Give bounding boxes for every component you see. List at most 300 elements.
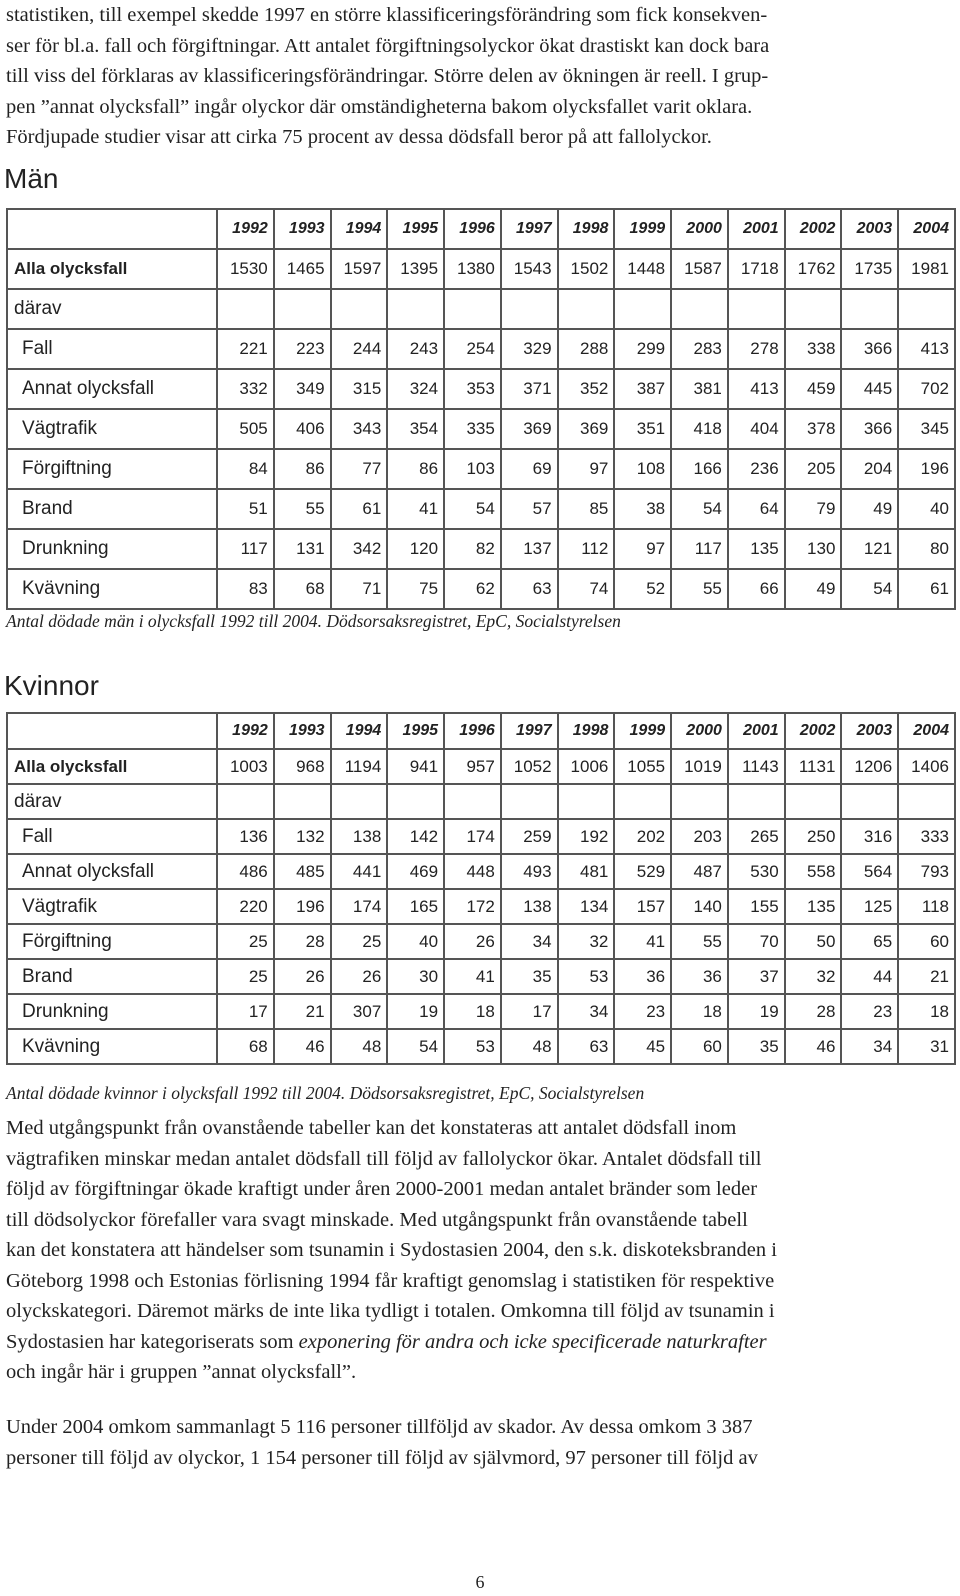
value-cell: 23 bbox=[614, 994, 671, 1029]
year-header: 2001 bbox=[728, 713, 785, 749]
header-label-cell bbox=[7, 713, 217, 749]
empty-cell bbox=[217, 784, 274, 819]
value-cell: 172 bbox=[444, 889, 501, 924]
value-cell: 220 bbox=[217, 889, 274, 924]
value-cell: 406 bbox=[274, 409, 331, 449]
table-row bbox=[7, 889, 955, 924]
value-cell: 155 bbox=[728, 889, 785, 924]
value-cell: 53 bbox=[444, 1029, 501, 1064]
value-cell: 354 bbox=[387, 409, 444, 449]
value-cell: 26 bbox=[444, 924, 501, 959]
year-header: 1994 bbox=[331, 713, 388, 749]
year-header: 2000 bbox=[671, 209, 728, 249]
value-cell: 316 bbox=[841, 819, 898, 854]
value-cell: 529 bbox=[614, 854, 671, 889]
total-row bbox=[7, 749, 955, 784]
value-cell: 103 bbox=[444, 449, 501, 489]
value-cell: 196 bbox=[274, 889, 331, 924]
conclusion-line: och ingår här i gruppen ”annat olycksfall”. bbox=[6, 1361, 357, 1383]
table-row bbox=[7, 329, 955, 369]
value-cell: 203 bbox=[671, 819, 728, 854]
value-cell: 17 bbox=[501, 994, 558, 1029]
value-cell: 413 bbox=[728, 369, 785, 409]
empty-cell bbox=[501, 289, 558, 329]
value-cell: 120 bbox=[387, 529, 444, 569]
value-cell: 157 bbox=[614, 889, 671, 924]
empty-cell bbox=[331, 784, 388, 819]
value-cell: 469 bbox=[387, 854, 444, 889]
empty-cell bbox=[841, 289, 898, 329]
year-header: 1998 bbox=[558, 209, 615, 249]
value-cell: 18 bbox=[444, 994, 501, 1029]
value-cell: 1380 bbox=[444, 249, 501, 289]
value-cell: 46 bbox=[785, 1029, 842, 1064]
value-cell: 299 bbox=[614, 329, 671, 369]
value-cell: 236 bbox=[728, 449, 785, 489]
value-cell: 48 bbox=[331, 1029, 388, 1064]
value-cell: 18 bbox=[898, 994, 955, 1029]
table-row bbox=[7, 994, 955, 1029]
value-cell: 25 bbox=[217, 924, 274, 959]
value-cell: 204 bbox=[841, 449, 898, 489]
value-cell: 54 bbox=[671, 489, 728, 529]
empty-cell bbox=[331, 289, 388, 329]
conclusion-line: följd av förgiftningar ökade kraftigt under åren 2000-2001 medan antalet bränder som leder bbox=[6, 1178, 758, 1200]
empty-cell bbox=[671, 289, 728, 329]
value-cell: 34 bbox=[841, 1029, 898, 1064]
value-cell: 1448 bbox=[614, 249, 671, 289]
empty-cell bbox=[898, 289, 955, 329]
year-header: 1997 bbox=[501, 209, 558, 249]
value-cell: 30 bbox=[387, 959, 444, 994]
row-label: Brand bbox=[7, 489, 217, 529]
value-cell: 53 bbox=[558, 959, 615, 994]
year-header: 1997 bbox=[501, 713, 558, 749]
value-cell: 54 bbox=[444, 489, 501, 529]
value-cell: 52 bbox=[614, 569, 671, 609]
value-cell: 117 bbox=[671, 529, 728, 569]
value-cell: 97 bbox=[558, 449, 615, 489]
value-cell: 64 bbox=[728, 489, 785, 529]
value-cell: 49 bbox=[785, 569, 842, 609]
value-cell: 18 bbox=[671, 994, 728, 1029]
value-cell: 49 bbox=[841, 489, 898, 529]
value-cell: 174 bbox=[444, 819, 501, 854]
value-cell: 140 bbox=[671, 889, 728, 924]
table-row bbox=[7, 569, 955, 609]
table-row bbox=[7, 369, 955, 409]
value-cell: 34 bbox=[501, 924, 558, 959]
value-cell: 62 bbox=[444, 569, 501, 609]
value-cell: 34 bbox=[558, 994, 615, 1029]
value-cell: 86 bbox=[387, 449, 444, 489]
value-cell: 448 bbox=[444, 854, 501, 889]
value-cell: 138 bbox=[331, 819, 388, 854]
value-cell: 26 bbox=[331, 959, 388, 994]
value-cell: 324 bbox=[387, 369, 444, 409]
value-cell: 165 bbox=[387, 889, 444, 924]
conclusion-line: kan det konstatera att händelser som tsunamin i Sydostasien 2004, den s.k. diskoteksbranden i bbox=[6, 1239, 777, 1261]
value-cell: 288 bbox=[558, 329, 615, 369]
year-header: 2002 bbox=[785, 713, 842, 749]
value-cell: 41 bbox=[614, 924, 671, 959]
value-cell: 335 bbox=[444, 409, 501, 449]
value-cell: 968 bbox=[274, 749, 331, 784]
page-number: 6 bbox=[475, 1572, 485, 1592]
value-cell: 21 bbox=[274, 994, 331, 1029]
year-header: 1998 bbox=[558, 713, 615, 749]
table-row bbox=[7, 959, 955, 994]
value-cell: 40 bbox=[387, 924, 444, 959]
empty-cell bbox=[728, 784, 785, 819]
conclusion-line bbox=[6, 1327, 954, 1358]
value-cell: 32 bbox=[558, 924, 615, 959]
row-label: Kvävning bbox=[7, 1029, 217, 1064]
row-label: Vägtrafik bbox=[7, 409, 217, 449]
value-cell: 351 bbox=[614, 409, 671, 449]
value-cell: 1597 bbox=[331, 249, 388, 289]
conclusion-line: Med utgångspunkt från ovanstående tabeller kan det konstateras att antalet dödsfall inom bbox=[6, 1117, 737, 1139]
darav-label: därav bbox=[7, 289, 217, 329]
table-row bbox=[7, 854, 955, 889]
value-cell: 1006 bbox=[558, 749, 615, 784]
value-cell: 75 bbox=[387, 569, 444, 609]
value-cell: 70 bbox=[728, 924, 785, 959]
value-cell: 66 bbox=[728, 569, 785, 609]
value-cell: 97 bbox=[614, 529, 671, 569]
year-header: 2003 bbox=[841, 713, 898, 749]
value-cell: 441 bbox=[331, 854, 388, 889]
value-cell: 1762 bbox=[785, 249, 842, 289]
men-table bbox=[6, 208, 956, 610]
value-cell: 404 bbox=[728, 409, 785, 449]
empty-cell bbox=[274, 784, 331, 819]
value-cell: 1718 bbox=[728, 249, 785, 289]
year-header: 1995 bbox=[387, 209, 444, 249]
value-cell: 307 bbox=[331, 994, 388, 1029]
value-cell: 957 bbox=[444, 749, 501, 784]
value-cell: 481 bbox=[558, 854, 615, 889]
value-cell: 32 bbox=[785, 959, 842, 994]
value-cell: 28 bbox=[785, 994, 842, 1029]
conclusion-line: Göteborg 1998 och Estonias förlisning 1994 får kraftigt genomslag i statistiken för respektive bbox=[6, 1269, 775, 1292]
value-cell: 69 bbox=[501, 449, 558, 489]
year-header: 1993 bbox=[274, 209, 331, 249]
value-cell: 44 bbox=[841, 959, 898, 994]
value-cell: 1194 bbox=[331, 749, 388, 784]
year-header: 2000 bbox=[671, 713, 728, 749]
value-cell: 338 bbox=[785, 329, 842, 369]
conclusion-line-prefix: Sydostasien har kategoriserats som bbox=[6, 1330, 299, 1353]
men-section-title: Män bbox=[4, 163, 59, 194]
conclusion-paragraph bbox=[6, 1113, 954, 1388]
value-cell: 941 bbox=[387, 749, 444, 784]
value-cell: 349 bbox=[274, 369, 331, 409]
value-cell: 36 bbox=[614, 959, 671, 994]
value-cell: 134 bbox=[558, 889, 615, 924]
value-cell: 505 bbox=[217, 409, 274, 449]
value-cell: 40 bbox=[898, 489, 955, 529]
value-cell: 243 bbox=[387, 329, 444, 369]
empty-cell bbox=[274, 289, 331, 329]
value-cell: 259 bbox=[501, 819, 558, 854]
intro-line: statistiken, till exempel skedde 1997 en större klassificeringsförändring som fick konsekven- bbox=[6, 4, 768, 26]
women-section-title: Kvinnor bbox=[4, 670, 99, 701]
value-cell: 369 bbox=[558, 409, 615, 449]
value-cell: 1735 bbox=[841, 249, 898, 289]
value-cell: 459 bbox=[785, 369, 842, 409]
value-cell: 68 bbox=[217, 1029, 274, 1064]
year-header: 1992 bbox=[217, 209, 274, 249]
total-row bbox=[7, 249, 955, 289]
value-cell: 196 bbox=[898, 449, 955, 489]
value-cell: 1003 bbox=[217, 749, 274, 784]
year-header: 2002 bbox=[785, 209, 842, 249]
year-header: 1995 bbox=[387, 713, 444, 749]
value-cell: 35 bbox=[728, 1029, 785, 1064]
value-cell: 1052 bbox=[501, 749, 558, 784]
empty-cell bbox=[558, 289, 615, 329]
value-cell: 19 bbox=[387, 994, 444, 1029]
value-cell: 793 bbox=[898, 854, 955, 889]
value-cell: 55 bbox=[671, 924, 728, 959]
value-cell: 125 bbox=[841, 889, 898, 924]
year-header: 2004 bbox=[898, 209, 955, 249]
value-cell: 63 bbox=[558, 1029, 615, 1064]
value-cell: 31 bbox=[898, 1029, 955, 1064]
value-cell: 41 bbox=[387, 489, 444, 529]
value-cell: 108 bbox=[614, 449, 671, 489]
row-label: Fall bbox=[7, 329, 217, 369]
value-cell: 223 bbox=[274, 329, 331, 369]
row-label: Annat olycksfall bbox=[7, 369, 217, 409]
intro-line: till viss del förklaras av klassificeringsförändringar. Större delen av ökningen är reell. I grup- bbox=[6, 65, 769, 87]
intro-line: ser för bl.a. fall och förgiftningar. Att antalet förgiftningsolyckor ökat drastiskt kan dock bara bbox=[6, 34, 770, 57]
women-table bbox=[6, 712, 956, 1065]
value-cell: 85 bbox=[558, 489, 615, 529]
value-cell: 28 bbox=[274, 924, 331, 959]
year-header: 1996 bbox=[444, 209, 501, 249]
darav-row bbox=[7, 784, 955, 819]
women-table-caption: Antal dödade kvinnor i olycksfall 1992 till 2004. Dödsorsaksregistret, EpC, Socialstyrelsen bbox=[6, 1083, 645, 1103]
value-cell: 558 bbox=[785, 854, 842, 889]
empty-cell bbox=[444, 784, 501, 819]
value-cell: 418 bbox=[671, 409, 728, 449]
empty-cell bbox=[387, 289, 444, 329]
empty-cell bbox=[728, 289, 785, 329]
value-cell: 1406 bbox=[898, 749, 955, 784]
year-header: 1992 bbox=[217, 713, 274, 749]
value-cell: 55 bbox=[671, 569, 728, 609]
value-cell: 1206 bbox=[841, 749, 898, 784]
row-label: Kvävning bbox=[7, 569, 217, 609]
value-cell: 332 bbox=[217, 369, 274, 409]
value-cell: 137 bbox=[501, 529, 558, 569]
value-cell: 702 bbox=[898, 369, 955, 409]
empty-cell bbox=[898, 784, 955, 819]
value-cell: 1465 bbox=[274, 249, 331, 289]
row-label: Förgiftning bbox=[7, 924, 217, 959]
value-cell: 83 bbox=[217, 569, 274, 609]
empty-cell bbox=[217, 289, 274, 329]
value-cell: 80 bbox=[898, 529, 955, 569]
year-header: 2001 bbox=[728, 209, 785, 249]
value-cell: 77 bbox=[331, 449, 388, 489]
row-label: Alla olycksfall bbox=[7, 249, 217, 289]
value-cell: 205 bbox=[785, 449, 842, 489]
value-cell: 26 bbox=[274, 959, 331, 994]
value-cell: 45 bbox=[614, 1029, 671, 1064]
value-cell: 244 bbox=[331, 329, 388, 369]
table-row bbox=[7, 924, 955, 959]
value-cell: 1587 bbox=[671, 249, 728, 289]
table-row bbox=[7, 819, 955, 854]
closing-line: personer till följd av olyckor, 1 154 personer till följd av självmord, 97 personer till följd av bbox=[6, 1446, 758, 1469]
value-cell: 333 bbox=[898, 819, 955, 854]
row-label: Förgiftning bbox=[7, 449, 217, 489]
value-cell: 25 bbox=[217, 959, 274, 994]
row-label: Annat olycksfall bbox=[7, 854, 217, 889]
value-cell: 485 bbox=[274, 854, 331, 889]
value-cell: 61 bbox=[331, 489, 388, 529]
table-row bbox=[7, 449, 955, 489]
value-cell: 413 bbox=[898, 329, 955, 369]
value-cell: 278 bbox=[728, 329, 785, 369]
value-cell: 118 bbox=[898, 889, 955, 924]
intro-line: pen ”annat olycksfall” ingår olyckor där omständigheterna bakom olycksfallet varit oklara. bbox=[6, 95, 753, 118]
value-cell: 366 bbox=[841, 329, 898, 369]
value-cell: 79 bbox=[785, 489, 842, 529]
value-cell: 61 bbox=[898, 569, 955, 609]
row-label: Fall bbox=[7, 819, 217, 854]
table-header-row bbox=[7, 209, 955, 249]
value-cell: 1143 bbox=[728, 749, 785, 784]
year-header: 2004 bbox=[898, 713, 955, 749]
value-cell: 345 bbox=[898, 409, 955, 449]
value-cell: 54 bbox=[841, 569, 898, 609]
row-label: Drunkning bbox=[7, 994, 217, 1029]
table-row bbox=[7, 489, 955, 529]
value-cell: 174 bbox=[331, 889, 388, 924]
conclusion-line: vägtrafiken minskar medan antalet dödsfall till följd av fallolyckor ökar. Antalet dödsfall till bbox=[6, 1147, 762, 1170]
empty-cell bbox=[671, 784, 728, 819]
value-cell: 57 bbox=[501, 489, 558, 529]
value-cell: 54 bbox=[387, 1029, 444, 1064]
year-header: 1999 bbox=[614, 713, 671, 749]
value-cell: 86 bbox=[274, 449, 331, 489]
closing-line: Under 2004 omkom sammanlagt 5 116 personer tillföljd av skador. Av dessa omkom 3 387 bbox=[6, 1416, 753, 1438]
row-label: Drunkning bbox=[7, 529, 217, 569]
value-cell: 387 bbox=[614, 369, 671, 409]
value-cell: 35 bbox=[501, 959, 558, 994]
value-cell: 50 bbox=[785, 924, 842, 959]
intro-paragraph bbox=[6, 0, 954, 153]
value-cell: 381 bbox=[671, 369, 728, 409]
value-cell: 21 bbox=[898, 959, 955, 994]
value-cell: 353 bbox=[444, 369, 501, 409]
value-cell: 369 bbox=[501, 409, 558, 449]
value-cell: 142 bbox=[387, 819, 444, 854]
value-cell: 131 bbox=[274, 529, 331, 569]
value-cell: 138 bbox=[501, 889, 558, 924]
value-cell: 130 bbox=[785, 529, 842, 569]
value-cell: 1530 bbox=[217, 249, 274, 289]
value-cell: 136 bbox=[217, 819, 274, 854]
value-cell: 283 bbox=[671, 329, 728, 369]
value-cell: 343 bbox=[331, 409, 388, 449]
row-label: Alla olycksfall bbox=[7, 749, 217, 784]
empty-cell bbox=[614, 289, 671, 329]
year-header: 1994 bbox=[331, 209, 388, 249]
value-cell: 84 bbox=[217, 449, 274, 489]
conclusion-line: till dödsolyckor förefaller vara svagt minskade. Med utgångspunkt från ovanstående tabell bbox=[6, 1208, 748, 1231]
value-cell: 254 bbox=[444, 329, 501, 369]
value-cell: 329 bbox=[501, 329, 558, 369]
conclusion-line: olyckskategori. Däremot märks de inte lika tydligt i totalen. Omkomna till följd av tsunamin i bbox=[6, 1300, 775, 1322]
value-cell: 65 bbox=[841, 924, 898, 959]
value-cell: 564 bbox=[841, 854, 898, 889]
value-cell: 202 bbox=[614, 819, 671, 854]
value-cell: 68 bbox=[274, 569, 331, 609]
year-header: 1993 bbox=[274, 713, 331, 749]
year-header: 1999 bbox=[614, 209, 671, 249]
table-row bbox=[7, 529, 955, 569]
empty-cell bbox=[558, 784, 615, 819]
value-cell: 60 bbox=[671, 1029, 728, 1064]
value-cell: 1981 bbox=[898, 249, 955, 289]
row-label: Brand bbox=[7, 959, 217, 994]
empty-cell bbox=[785, 289, 842, 329]
value-cell: 445 bbox=[841, 369, 898, 409]
value-cell: 71 bbox=[331, 569, 388, 609]
value-cell: 55 bbox=[274, 489, 331, 529]
value-cell: 63 bbox=[501, 569, 558, 609]
table-row bbox=[7, 1029, 955, 1064]
value-cell: 135 bbox=[785, 889, 842, 924]
intro-line: Fördjupade studier visar att cirka 75 procent av dessa dödsfall beror på att fallolyckor. bbox=[6, 126, 712, 148]
value-cell: 1543 bbox=[501, 249, 558, 289]
value-cell: 19 bbox=[728, 994, 785, 1029]
value-cell: 17 bbox=[217, 994, 274, 1029]
value-cell: 250 bbox=[785, 819, 842, 854]
empty-cell bbox=[614, 784, 671, 819]
value-cell: 51 bbox=[217, 489, 274, 529]
empty-cell bbox=[444, 289, 501, 329]
row-label: Vägtrafik bbox=[7, 889, 217, 924]
value-cell: 37 bbox=[728, 959, 785, 994]
value-cell: 342 bbox=[331, 529, 388, 569]
value-cell: 23 bbox=[841, 994, 898, 1029]
value-cell: 352 bbox=[558, 369, 615, 409]
empty-cell bbox=[841, 784, 898, 819]
value-cell: 221 bbox=[217, 329, 274, 369]
value-cell: 117 bbox=[217, 529, 274, 569]
value-cell: 1131 bbox=[785, 749, 842, 784]
value-cell: 1055 bbox=[614, 749, 671, 784]
value-cell: 74 bbox=[558, 569, 615, 609]
value-cell: 46 bbox=[274, 1029, 331, 1064]
value-cell: 530 bbox=[728, 854, 785, 889]
value-cell: 192 bbox=[558, 819, 615, 854]
value-cell: 112 bbox=[558, 529, 615, 569]
value-cell: 135 bbox=[728, 529, 785, 569]
value-cell: 371 bbox=[501, 369, 558, 409]
header-label-cell bbox=[7, 209, 217, 249]
value-cell: 166 bbox=[671, 449, 728, 489]
value-cell: 487 bbox=[671, 854, 728, 889]
value-cell: 265 bbox=[728, 819, 785, 854]
value-cell: 48 bbox=[501, 1029, 558, 1064]
